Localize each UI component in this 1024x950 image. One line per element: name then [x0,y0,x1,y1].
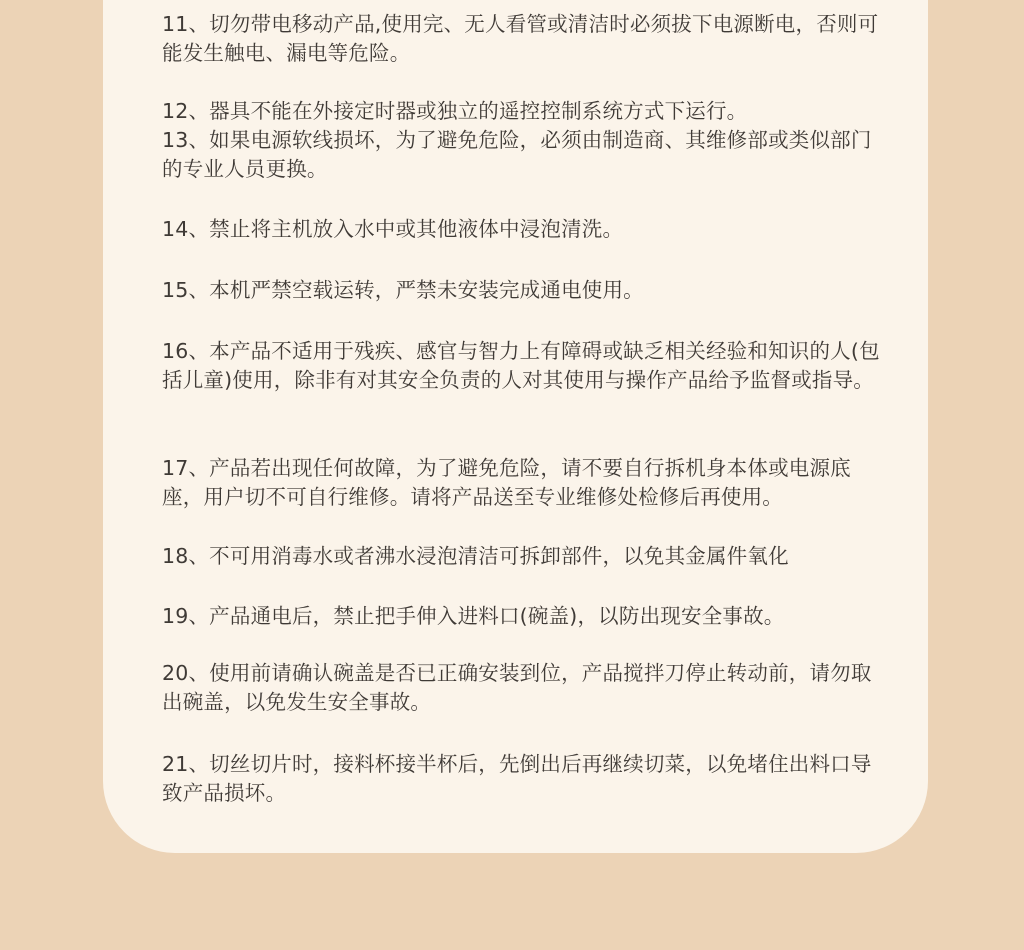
safety-note-14: 14、禁止将主机放入水中或其他液体中浸泡清洗。 [162,217,624,241]
safety-note-19: 19、产品通电后，禁止把手伸入进料口(碗盖)，以防出现安全事故。 [162,604,785,628]
safety-note-12: 12、器具不能在外接定时器或独立的遥控控制系统方式下运行。 [162,99,748,123]
safety-note-11: 11、切勿带电移动产品,使用完、无人看管或清洁时必须拔下电源断电，否则可能发生触电、漏电等危险。 [162,12,879,65]
safety-notes-card [103,0,928,853]
safety-note-17: 17、产品若出现任何故障，为了避免危险，请不要自行拆机身本体或电源底座，用户切不可自行维修。请将产品送至专业维修处检修后再使用。 [162,456,851,509]
safety-note-16: 16、本产品不适用于残疾、感官与智力上有障碍或缺乏相关经验和知识的人(包括儿童)使用，除非有对其安全负责的人对其使用与操作产品给予监督或指导。 [162,339,880,392]
safety-note-20: 20、使用前请确认碗盖是否已正确安装到位，产品搅拌刀停止转动前，请勿取出碗盖，以免发生安全事故。 [162,661,872,714]
safety-note-21: 21、切丝切片时，接料杯接半杯后，先倒出后再继续切菜，以免堵住出料口导致产品损坏。 [162,752,872,805]
safety-note-15: 15、本机严禁空载运转，严禁未安装完成通电使用。 [162,278,644,302]
safety-note-18: 18、不可用消毒水或者沸水浸泡清洁可拆卸部件，以免其金属件氧化 [162,544,789,568]
safety-note-13: 13、如果电源软线损坏，为了避免危险，必须由制造商、其维修部或类似部门的专业人员更换。 [162,128,872,181]
